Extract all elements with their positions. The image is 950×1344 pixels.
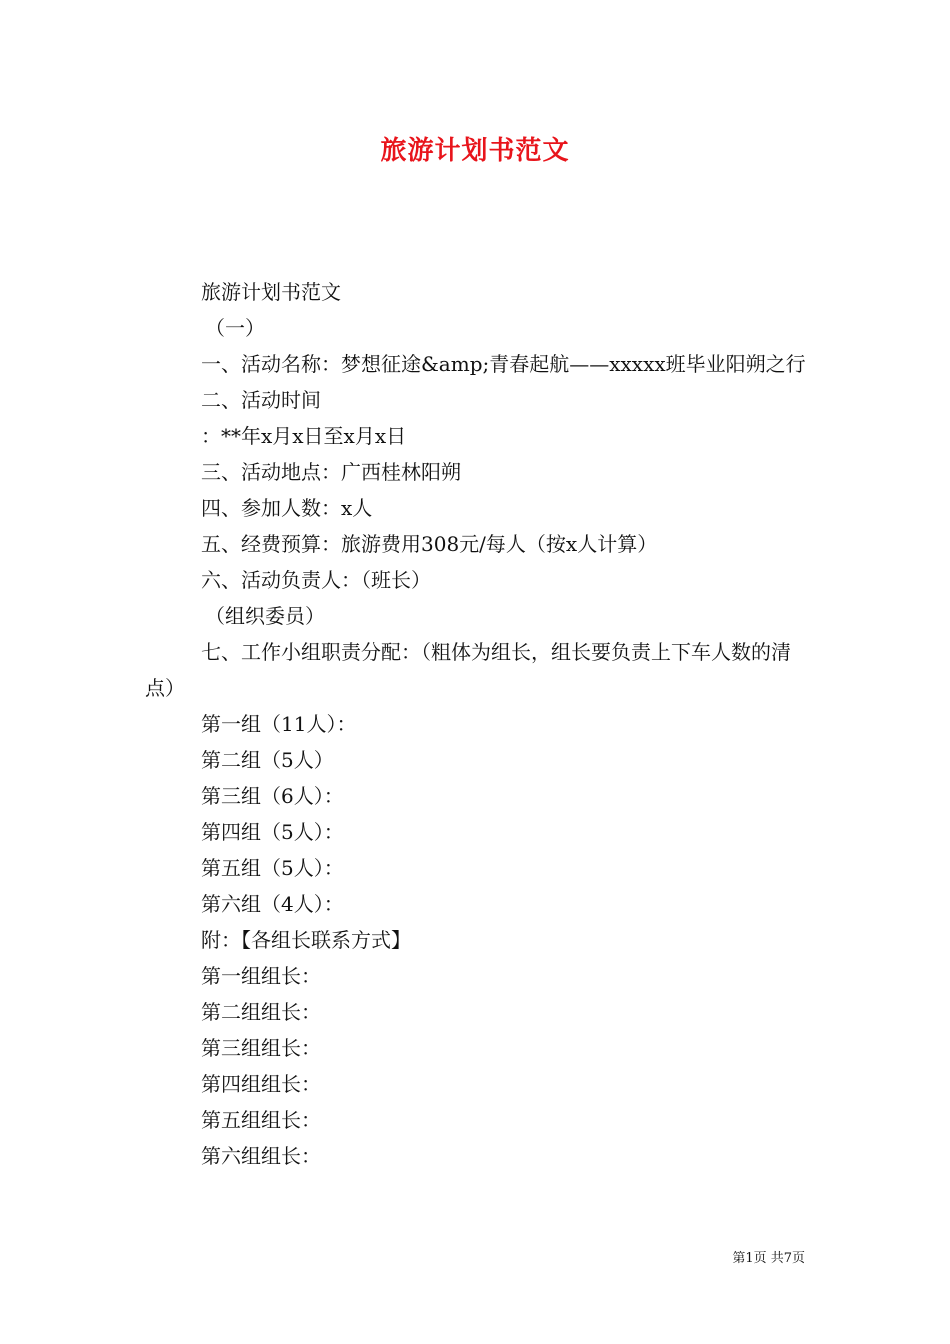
paragraph-group-1: 第一组（11人）： xyxy=(201,712,357,736)
paragraph-activity-time: 二、活动时间 xyxy=(201,388,321,412)
paragraph-activity-name: 一、活动名称：梦想征途&amp;青春起航——xxxxx班毕业阳朔之行 xyxy=(201,352,806,376)
paragraph-group-3: 第三组（6人）： xyxy=(201,784,344,808)
paragraph-activity-date: ：**年x月x日至x月x日 xyxy=(201,424,407,448)
paragraph-heading: 旅游计划书范文 xyxy=(201,280,341,304)
paragraph-leader-5: 第五组组长： xyxy=(201,1108,321,1132)
document-body xyxy=(145,274,810,1174)
paragraph-group-4: 第四组（5人）： xyxy=(201,820,344,844)
paragraph-leader-4: 第四组组长： xyxy=(201,1072,321,1096)
paragraph-person-in-charge: 六、活动负责人：（班长） xyxy=(201,568,431,592)
paragraph-budget: 五、经费预算：旅游费用308元/每人（按x人计算） xyxy=(201,532,658,556)
paragraph-section-number: （一） xyxy=(205,316,265,340)
paragraph-leader-2: 第二组组长： xyxy=(201,1000,321,1024)
paragraph-group-2: 第二组（5人） xyxy=(201,748,334,772)
paragraph-group-6: 第六组（4人）： xyxy=(201,892,344,916)
paragraph-participants: 四、参加人数：x人 xyxy=(201,496,373,520)
document-title: 旅游计划书范文 xyxy=(380,136,570,166)
paragraph-leader-1: 第一组组长： xyxy=(201,964,321,988)
paragraph-activity-location: 三、活动地点：广西桂林阳朔 xyxy=(201,460,461,484)
paragraph-leader-3: 第三组组长： xyxy=(201,1036,321,1060)
paragraph-organizer: （组织委员） xyxy=(205,604,325,628)
paragraph-group-duties: 七、工作小组职责分配：（粗体为组长，组长要负责上下车人数的清点） xyxy=(145,640,791,700)
paragraph-leader-6: 第六组组长： xyxy=(201,1144,321,1168)
paragraph-group-5: 第五组（5人）： xyxy=(201,856,344,880)
paragraph-appendix: 附：【各组长联系方式】 xyxy=(201,928,411,952)
page-number: 第1页 共7页 xyxy=(732,1251,805,1266)
